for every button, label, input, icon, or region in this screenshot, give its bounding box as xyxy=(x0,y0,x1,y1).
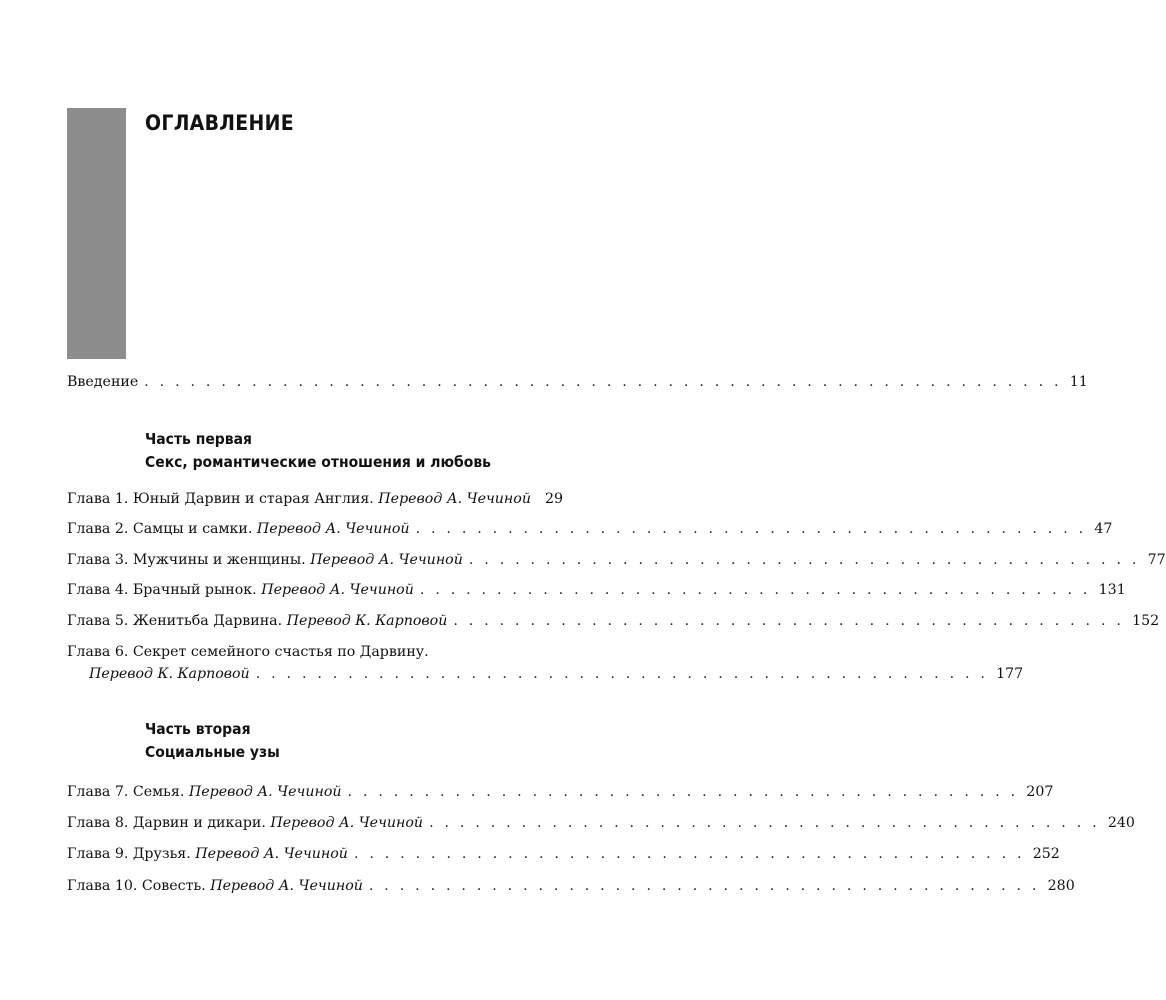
dot-leader: . . . . . . . . . . . . . . . . . . . . . . . . . . . . . . . . . . . . . . . . . . . . xyxy=(419,582,1091,598)
dot-leader: . . . . . . . . . . . . . . . . . . . . . . . . . . . . . . . . . . . . . . . . . . . . xyxy=(468,552,1140,568)
chapter-label: Глава 7. Семья. xyxy=(67,784,185,800)
toc-entry-chapter-2[interactable] xyxy=(67,519,1113,539)
dot-leader: . . . . . . . . . . . . . . . . . . . . . . . . . . . . . . . . . . . . . . . . . . . . xyxy=(347,784,1019,800)
dot-leader: . . . . . . . . . . . . . . . . . . . . . . . . . . . . . . . . . . . . . . . . . . . . . . . . . . . . . . . . . . . . xyxy=(144,374,1062,390)
toc-entry-text xyxy=(67,876,363,896)
toc-entry-chapter-8[interactable] xyxy=(67,813,1135,833)
chapter-label: Глава 5. Женитьба Дарвина. xyxy=(67,613,283,629)
toc-entry-page: 240 xyxy=(1107,815,1135,831)
toc-entry-text xyxy=(67,580,414,600)
translator-credit: Перевод А. Чечиной xyxy=(261,582,414,598)
toc-entry-chapter-4[interactable] xyxy=(67,580,1126,600)
translator-credit: Перевод А. Чечиной xyxy=(310,552,463,568)
chapter-label: Глава 1. Юный Дарвин и старая Англия. xyxy=(67,491,374,507)
chapter-label: Глава 2. Самцы и самки. xyxy=(67,521,253,537)
translator-credit: Перевод А. Чечиной xyxy=(210,878,363,894)
part-label: Часть первая xyxy=(145,430,252,448)
toc-entry-page: 47 xyxy=(1094,521,1113,537)
toc-entry-chapter-6[interactable] xyxy=(89,664,1024,684)
toc-entry-text xyxy=(67,489,531,509)
toc-entry-chapter-1[interactable] xyxy=(67,489,564,509)
toc-entry-intro[interactable] xyxy=(67,372,1088,392)
toc-title: ОГЛАВЛЕНИЕ xyxy=(145,111,294,135)
toc-entry-page: 280 xyxy=(1047,878,1075,894)
toc-entry-text xyxy=(89,664,250,684)
dot-leader: . . . . . . . . . . . . . . . . . . . . . . . . . . . . . . . . . . . . . . . . . . . . . . . . xyxy=(255,666,989,682)
toc-entry-chapter-9[interactable] xyxy=(67,844,1060,864)
toc-entry-page: 207 xyxy=(1026,784,1054,800)
translator-credit: Перевод К. Карповой xyxy=(89,666,250,682)
toc-entry-page: 11 xyxy=(1069,374,1088,390)
toc-entry-text xyxy=(67,611,447,631)
translator-credit: Перевод К. Карповой xyxy=(286,613,448,629)
translator-credit: Перевод А. Чечиной xyxy=(256,521,410,537)
part-title: Секс, романтические отношения и любовь xyxy=(145,453,492,471)
toc-entry-page: 252 xyxy=(1032,846,1060,862)
chapter-label: Глава 8. Дарвин и дикари. xyxy=(67,815,266,831)
toc-entry-chapter-10[interactable] xyxy=(67,876,1075,896)
decorative-gray-bar xyxy=(67,108,126,359)
dot-leader: . . . . . . . . . . . . . . . . . . . . . . . . . . . . . . . . . . . . . . . . . . . . xyxy=(415,521,1087,537)
chapter-label: Глава 3. Мужчины и женщины. xyxy=(67,552,306,568)
toc-entry-page: 177 xyxy=(996,666,1024,682)
toc-entry-label: Введение xyxy=(67,374,139,390)
toc-entry-text xyxy=(67,550,463,570)
toc-entry-page: 152 xyxy=(1132,613,1160,629)
toc-entry-chapter-6-label[interactable]: Глава 6. Секрет семейного счастья по Дарвину. xyxy=(67,644,429,660)
dot-leader: . . . . . . . . . . . . . . . . . . . . . . . . . . . . . . . . . . . . . . . . . . . . xyxy=(429,815,1100,831)
dot-leader: . . . . . . . . . . . . . . . . . . . . . . . . . . . . . . . . . . . . . . . . . . . . xyxy=(368,878,1040,894)
chapter-label: Глава 10. Совесть. xyxy=(67,878,206,894)
toc-entry-text xyxy=(67,844,348,864)
part-label: Часть вторая xyxy=(145,720,251,738)
translator-credit: Перевод А. Чечиной xyxy=(270,815,424,831)
translator-credit: Перевод А. Чечиной xyxy=(195,846,348,862)
translator-credit: Перевод А. Чечиной xyxy=(188,784,342,800)
translator-credit: Перевод А. Чечиной xyxy=(378,491,531,507)
dot-leader: . . . . . . . . . . . . . . . . . . . . . . . . . . . . . . . . . . . . . . . . . . . . xyxy=(453,613,1125,629)
toc-entry-page: 29 xyxy=(544,491,564,507)
chapter-label: Глава 9. Друзья. xyxy=(67,846,191,862)
toc-entry-page: 131 xyxy=(1098,582,1126,598)
toc-entry-text xyxy=(67,519,410,539)
toc-entry-text xyxy=(67,813,423,833)
toc-entry-chapter-5[interactable] xyxy=(67,611,1160,631)
toc-entry-text xyxy=(67,782,342,802)
dot-leader: . . . . . . . . . . . . . . . . . . . . . . . . . . . . . . . . . . . . . . . . . . . . xyxy=(353,846,1025,862)
chapter-label: Глава 4. Брачный рынок. xyxy=(67,582,257,598)
part-title: Социальные узы xyxy=(145,743,280,761)
toc-entry-page: 77 xyxy=(1147,552,1166,568)
toc-entry-chapter-7[interactable] xyxy=(67,782,1054,802)
toc-entry-chapter-3[interactable] xyxy=(67,550,1166,570)
